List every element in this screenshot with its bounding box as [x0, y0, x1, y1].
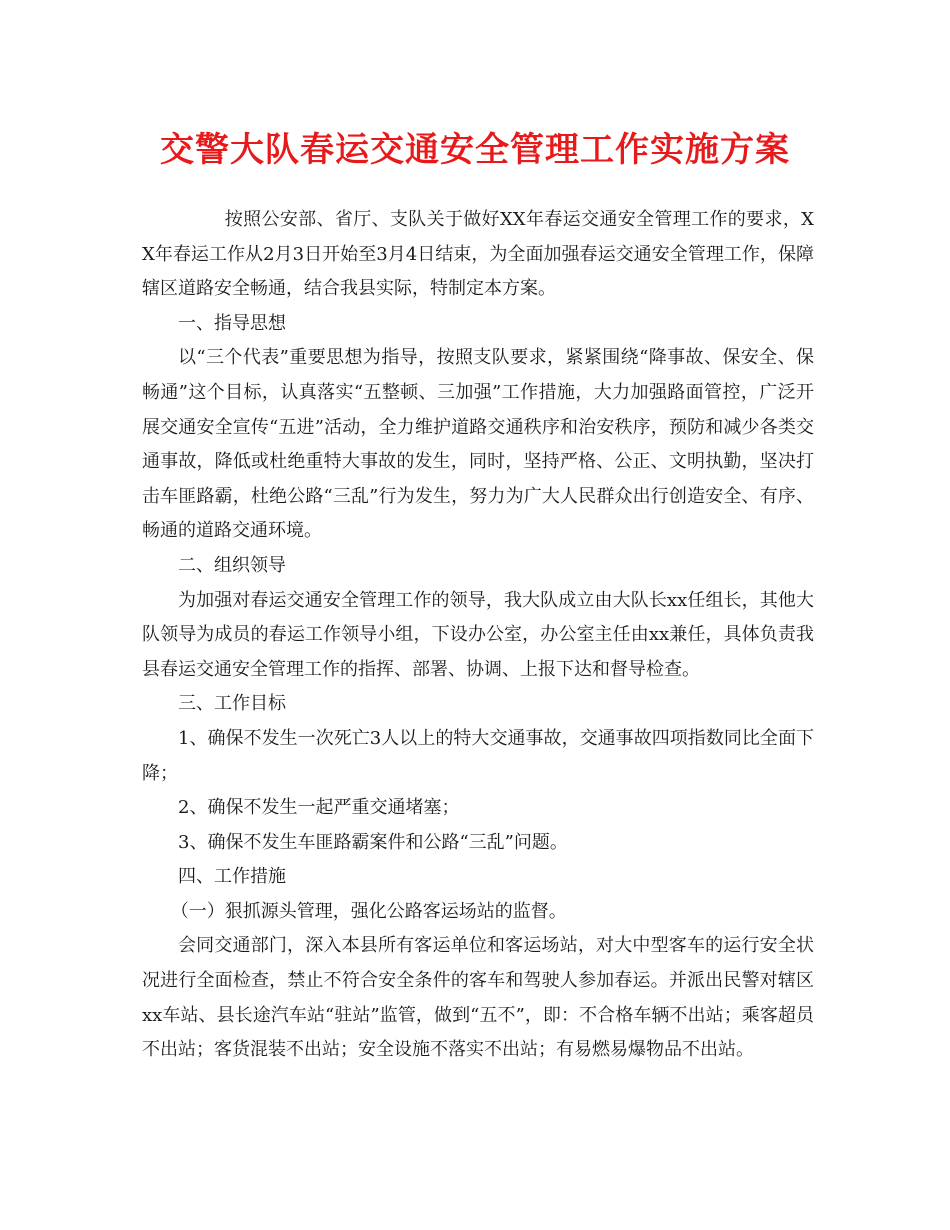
goal-item-1: 1、确保不发生一次死亡3人以上的特大交通事故，交通事故四项指数同比全面下降；	[142, 727, 814, 784]
paragraph-source-management: 会同交通部门，深入本县所有客运单位和客运场站，对大中型客车的运行安全状况进行全面检查，禁止不符合安全条件的客车和驾驶人参加春运。并派出民警对辖区xx车站、县长途汽车站“驻站”监管，做到“五不”，即：不合格车辆不出站；乘客超员不出站；客货混装不出站；安全设施不落实不出站；有易燃易爆物品不出站。	[142, 935, 814, 1061]
paragraph-organization: 为加强对春运交通安全管理工作的领导，我大队成立由大队长xx任组长，其他大队领导为成员的春运工作领导小组，下设办公室，办公室主任由xx兼任，具体负责我县春运交通安全管理工作的指挥、部署、协调、上报下达和督导检查。	[142, 589, 814, 680]
section-heading-organization: 二、组织领导	[178, 554, 286, 576]
section-heading-measures: 四、工作措施	[178, 866, 286, 888]
intro-paragraph: 按照公安部、省厅、支队关于做好XX年春运交通安全管理工作的要求，XX年春运工作从2月3日开始至3月4日结束，为全面加强春运交通安全管理工作，保障辖区道路安全畅通，结合我县实际，特制定本方案。	[142, 209, 814, 300]
paragraph-guiding-ideology: 以“三个代表”重要思想为指导，按照支队要求，紧紧围绕“降事故、保安全、保畅通”这个目标，认真落实“五整顿、三加强”工作措施，大力加强路面管控，广泛开展交通安全宣传“五进”活动，全力维护道路交通秩序和治安秩序，预防和减少各类交通事故，降低或杜绝重特大事故的发生，同时，坚持严格、公正、文明执勤，坚决打击车匪路霸，杜绝公路“三乱”行为发生，努力为广大人民群众出行创造安全、有序、畅通的道路交通环境。	[142, 347, 814, 542]
goal-item-3: 3、确保不发生车匪路霸案件和公路“三乱”问题。	[178, 831, 568, 853]
subsection-heading-source-management: （一）狠抓源头管理，强化公路客运场站的监督。	[170, 900, 567, 922]
goal-item-2: 2、确保不发生一起严重交通堵塞；	[178, 797, 460, 819]
document-title: 交警大队春运交通安全管理工作实施方案	[160, 130, 790, 170]
document-body	[142, 203, 814, 1068]
section-heading-guiding-ideology: 一、指导思想	[178, 312, 286, 334]
section-heading-goals: 三、工作目标	[178, 693, 286, 715]
